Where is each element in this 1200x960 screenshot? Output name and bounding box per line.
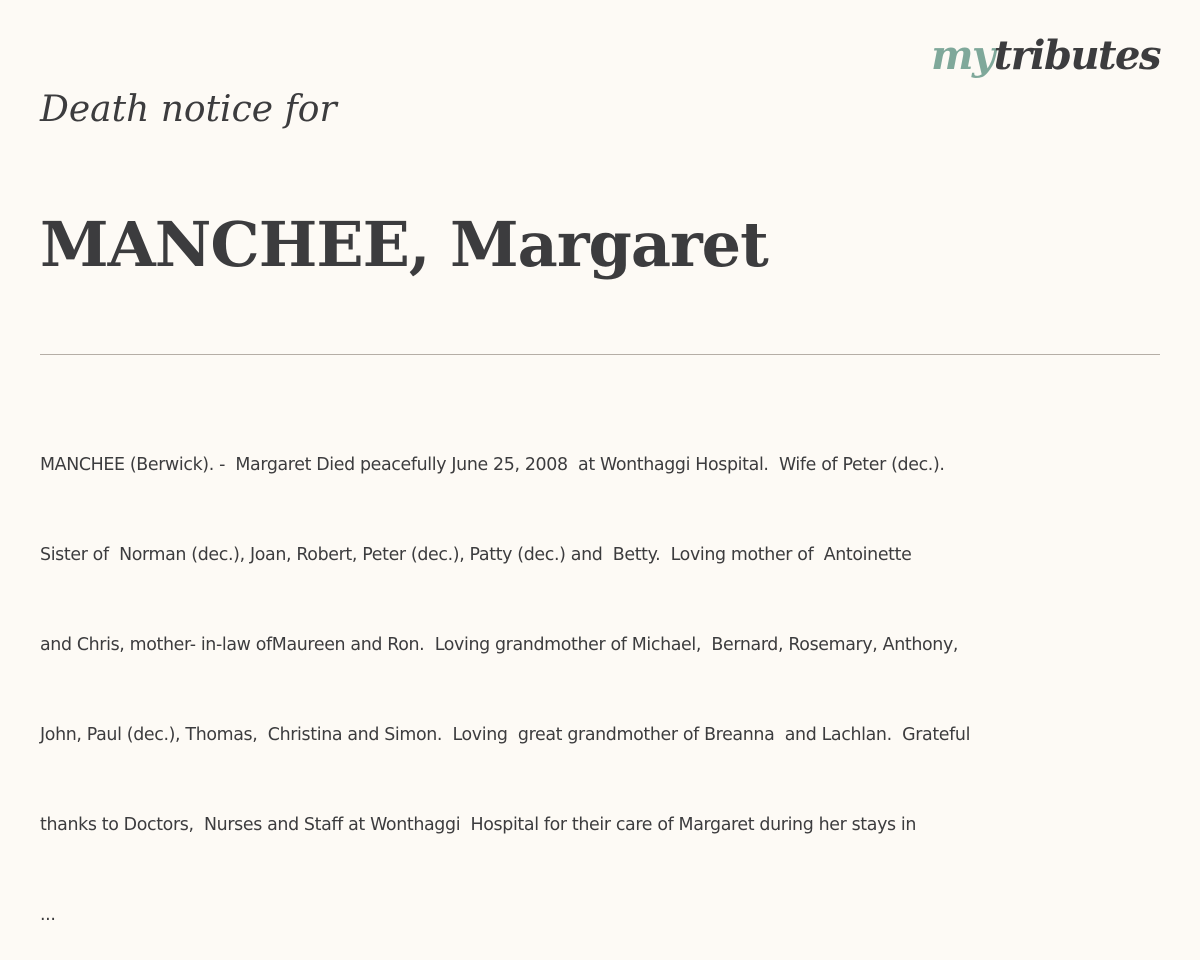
notice-ellipsis: ... [40,905,56,925]
notice-text [40,390,1160,960]
deceased-name: MANCHEE, Margaret [40,208,768,281]
notice-heading: Death notice for [40,89,337,130]
notice-line: John, Paul (dec.), Thomas, Christina and Simon. Loving great grandmother of Breanna and Lachlan. Grateful [40,725,971,745]
notice-line: Sister of Norman (dec.), Joan, Robert, Peter (dec.), Patty (dec.) and Betty. Loving mother of Antoinette [40,545,912,565]
logo-part-my: my [931,32,994,79]
notice-line: and Chris, mother- in-law ofMaureen and Ron. Loving grandmother of Michael, Bernard, Rosemary, Anthony, [40,635,959,655]
notice-line: MANCHEE (Berwick). - Margaret Died peacefully June 25, 2008 at Wonthaggi Hospital. Wife of Peter (dec.). [40,455,945,475]
divider [40,354,1160,355]
notice-line: thanks to Doctors, Nurses and Staff at Wonthaggi Hospital for their care of Margaret during her stays in [40,815,917,835]
logo-part-tributes: tributes [993,32,1160,79]
mytributes-logo[interactable] [931,32,1160,79]
